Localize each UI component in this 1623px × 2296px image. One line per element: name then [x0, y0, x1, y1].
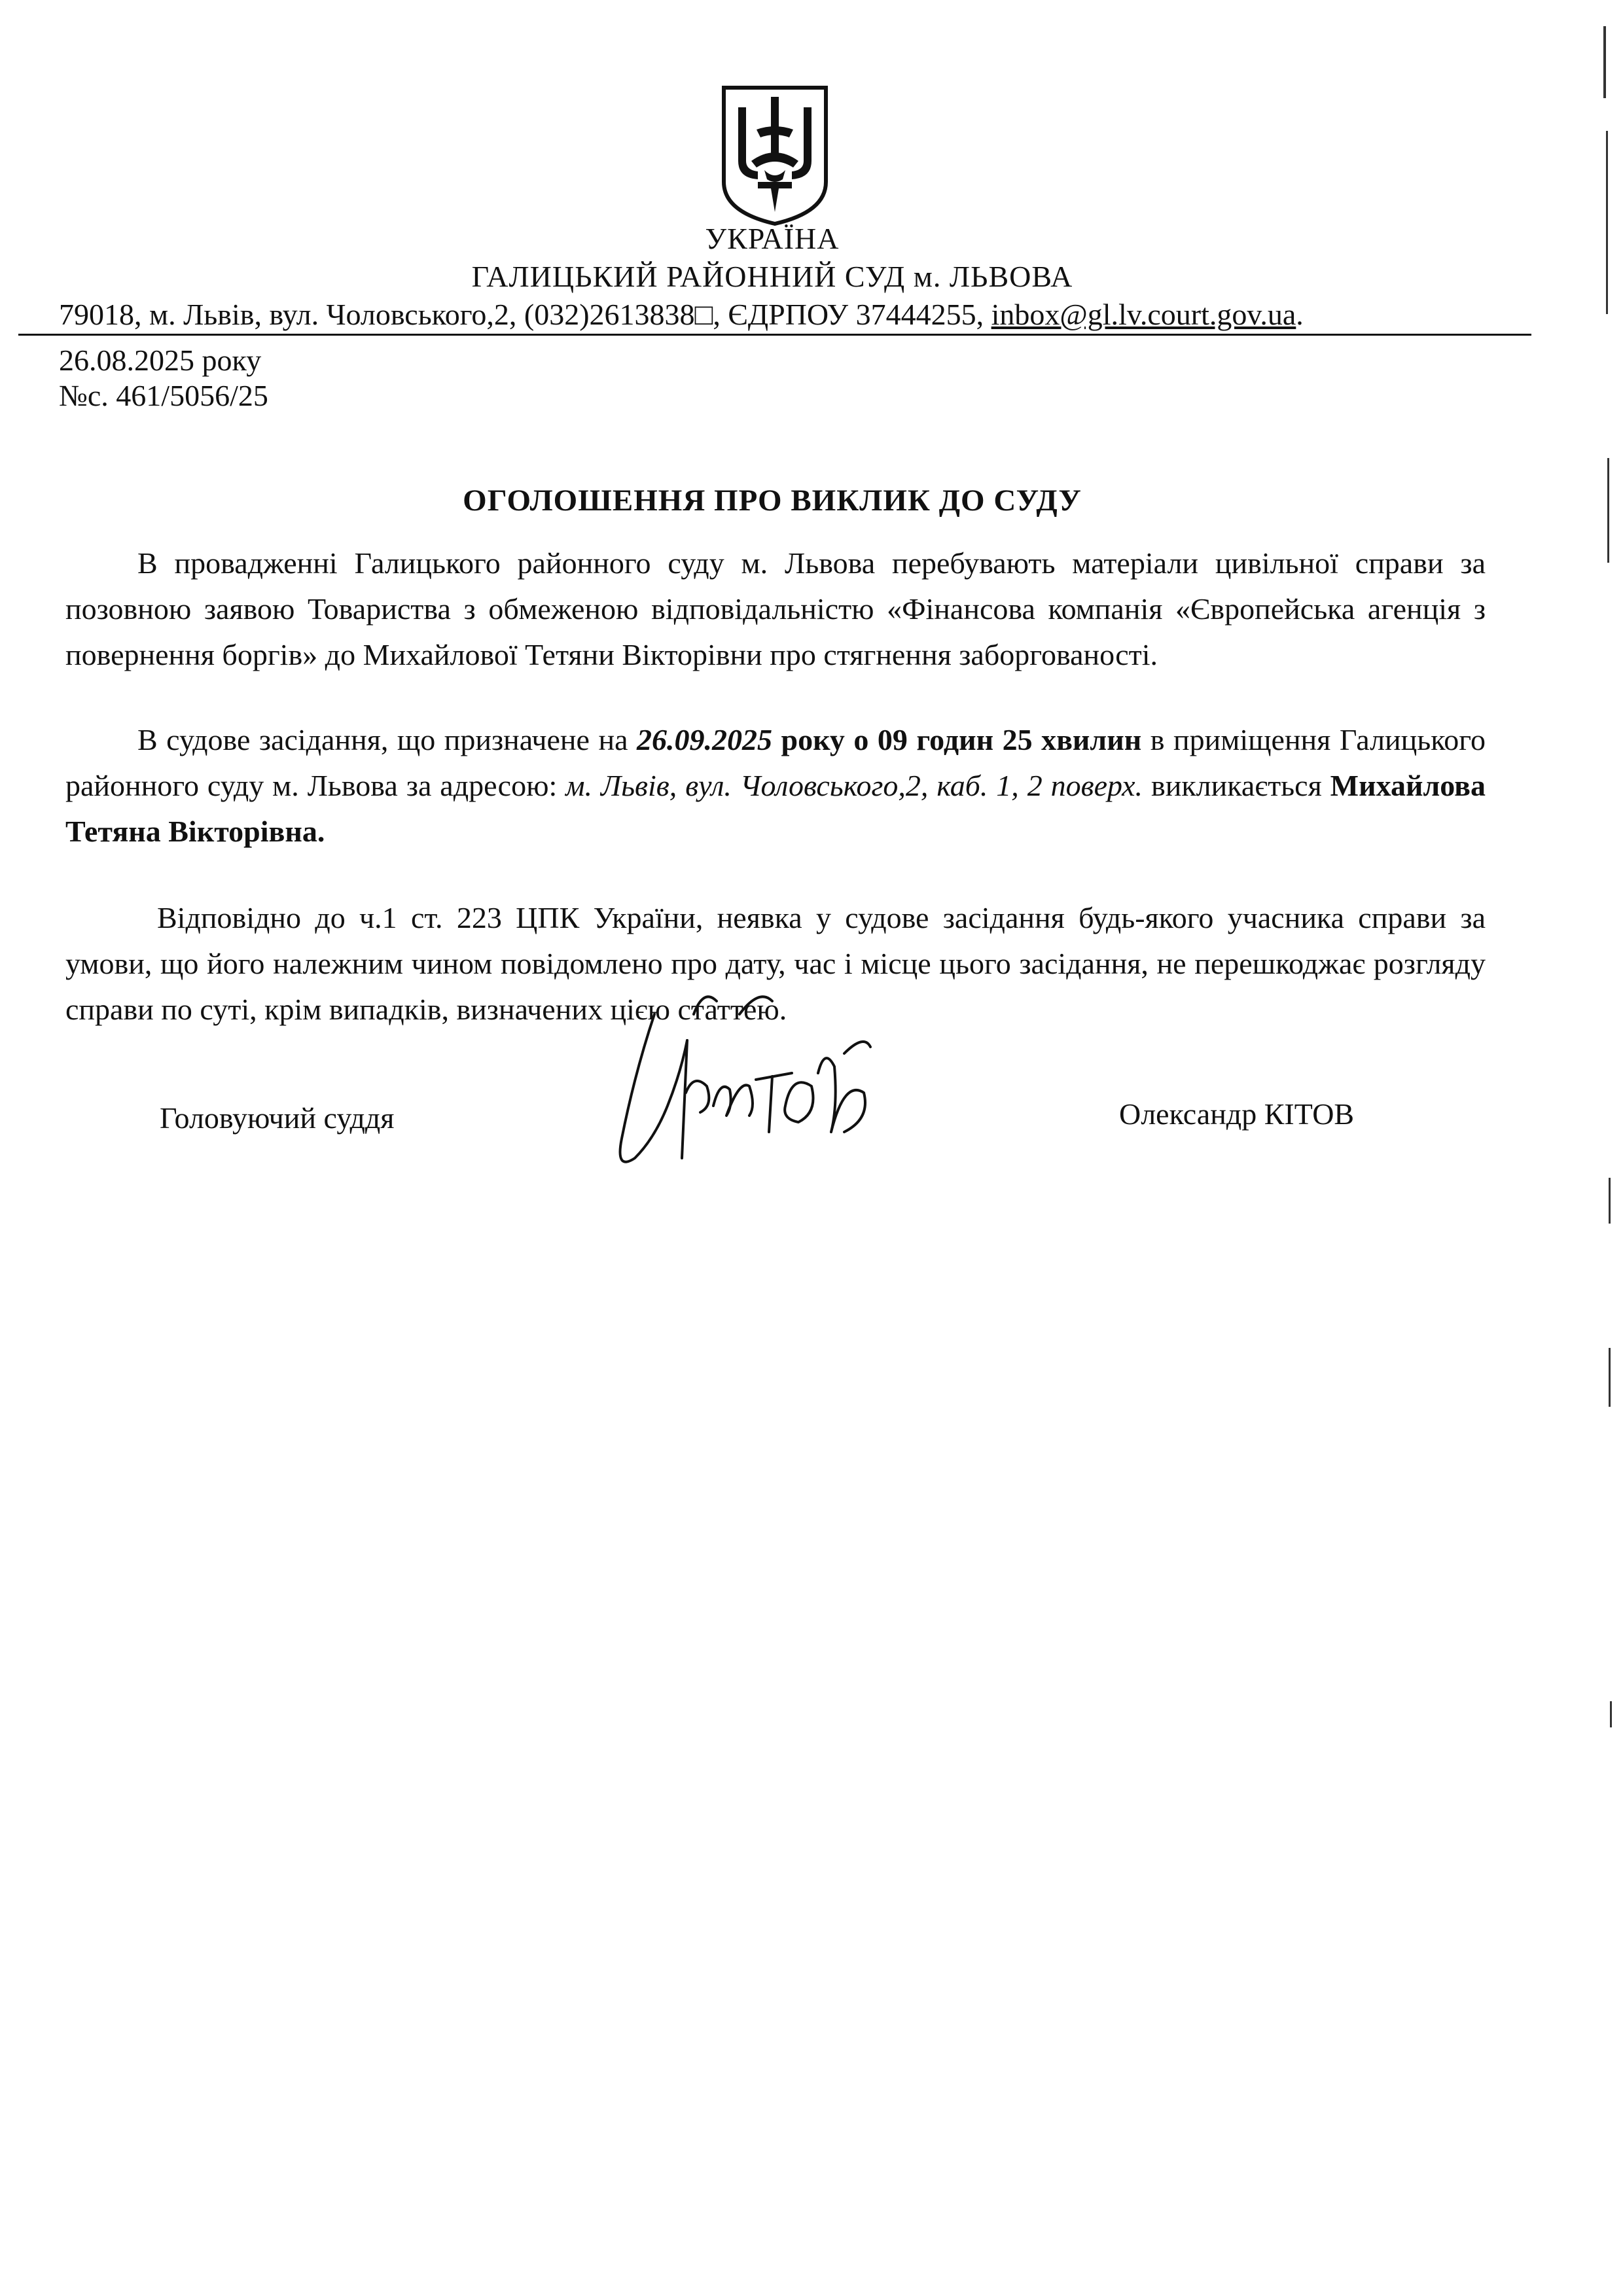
hearing-address: м. Львів, вул. Чоловського,2, каб. 1, 2 поверх. [565, 769, 1143, 802]
header-address-line [59, 297, 1304, 332]
handwritten-signature-icon [609, 975, 916, 1184]
hearing-summons: викликається [1143, 769, 1330, 802]
header-divider [18, 334, 1531, 336]
header-court-name: ГАЛИЦЬКИЙ РАЙОННИЙ СУД м. ЛЬВОВА [471, 260, 1073, 293]
address-period: . [1296, 298, 1304, 331]
document-title: ОГОЛОШЕННЯ ПРО ВИКЛИК ДО СУДУ [463, 484, 1082, 518]
paragraph-legal-notice: Відповідно до ч.1 ст. 223 ЦПК України, неявка у судове засідання будь-якого учасника справи за умови, що його належним чином повідомлено про дату, час і місце цього засідання, не перешкоджає розгляду справи по суті, крім випадків, визначених цією статтею. [65, 901, 1486, 1026]
court-edrpou: , ЄДРПОУ 37444255, [713, 298, 991, 331]
document-date: 26.08.2025 року [59, 344, 262, 377]
hearing-place-intro: в приміщення Галицького районного суду м. Львова за адресою: [65, 723, 1486, 802]
paragraph-hearing [65, 717, 1486, 855]
court-email-link[interactable]: inbox@gl.lv.court.gov.ua [991, 298, 1296, 331]
coat-of-arms-icon [719, 84, 831, 226]
hearing-date: 26.09.2025 [636, 723, 772, 756]
judge-name: Олександр КІТОВ [1119, 1097, 1355, 1131]
summoned-person: Михайлова Тетяна Вікторівна. [65, 769, 1486, 848]
header-country: УКРАЇНА [705, 222, 840, 255]
case-number: №с. 461/5056/25 [59, 379, 268, 412]
court-address: 79018, м. Львів, вул. Чоловського,2, (032)2613838 [59, 298, 695, 331]
paragraph-case-info: В провадженні Галицького районного суду м. Львова перебувають матеріали цивільної справи за позовною заявою Товариства з обмеженою відповідальністю «Фінансова компанія «Європейська агенція з повернення боргів» до Михайлової Тетяни Вікторівни про стягнення заборгованості. [65, 546, 1486, 671]
scan-edge-marks [1597, 0, 1616, 2296]
hearing-lead: В судове засідання, що призначене на [137, 723, 637, 756]
phone-glyph: □ [694, 298, 713, 331]
judge-role: Головуючий суддя [160, 1101, 395, 1135]
hearing-time: року о 09 годин 25 хвилин [772, 723, 1142, 756]
